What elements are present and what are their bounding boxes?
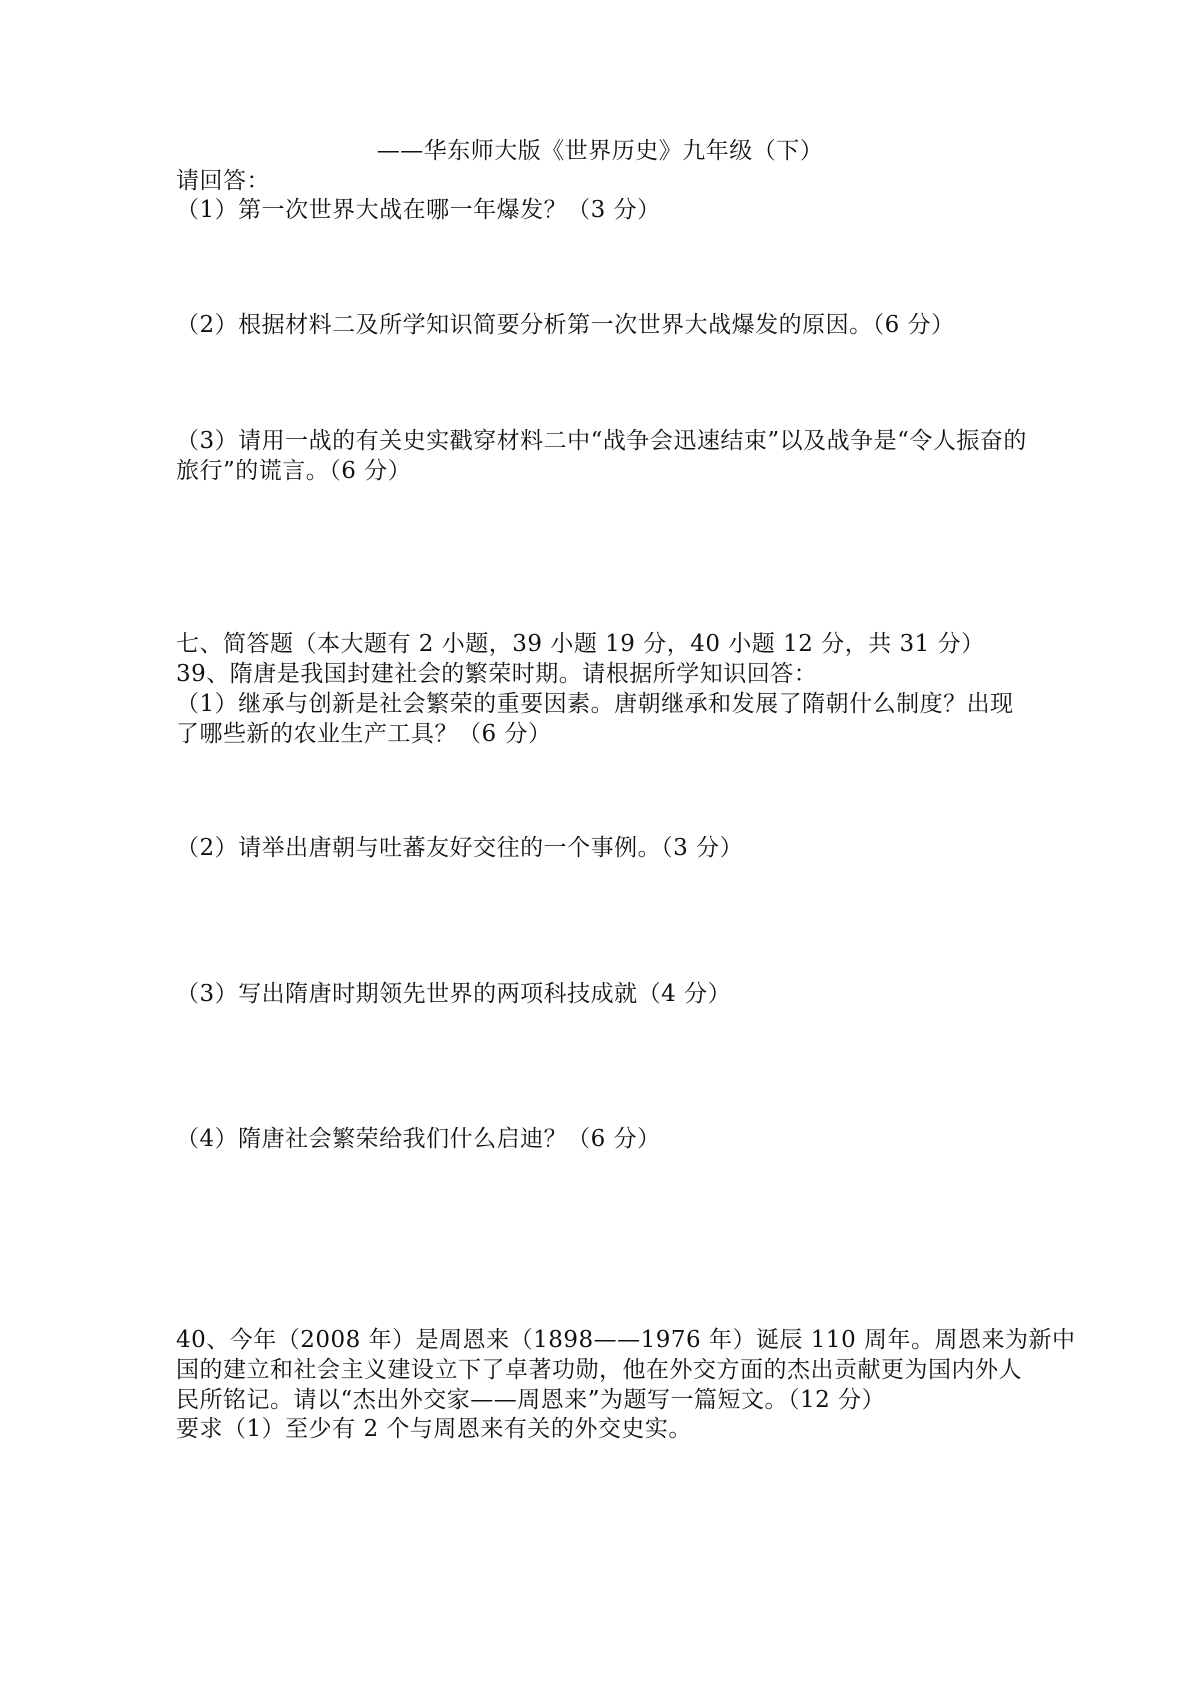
question-3-line-1: （3）请用一战的有关史实戳穿材料二中“战争会迅速结束”以及战争是“令人振奋的 xyxy=(176,428,1027,454)
question-2: （2）根据材料二及所学知识简要分析第一次世界大战爆发的原因。（6 分） xyxy=(176,312,955,338)
page-header: ——华东师大版《世界历史》九年级（下） xyxy=(376,138,824,164)
question-39-part-1-line-1: （1）继承与创新是社会繁荣的重要因素。唐朝继承和发展了隋朝什么制度？出现 xyxy=(176,691,1014,717)
question-39-part-3: （3）写出隋唐时期领先世界的两项科技成就（4 分） xyxy=(176,981,732,1007)
question-39-part-1-line-2: 了哪些新的农业生产工具？（6 分） xyxy=(176,721,552,747)
question-40-line-4: 要求（1）至少有 2 个与周恩来有关的外交史实。 xyxy=(176,1416,692,1442)
section-7-title: 七、简答题（本大题有 2 小题，39 小题 19 分，40 小题 12 分，共 31 分） xyxy=(176,631,985,657)
question-40-line-2: 国的建立和社会主义建设立下了卓著功勋，他在外交方面的杰出贡献更为国内外人 xyxy=(176,1357,1022,1383)
answer-prompt: 请回答： xyxy=(176,168,270,194)
question-39-stem: 39、隋唐是我国封建社会的繁荣时期。请根据所学知识回答： xyxy=(176,661,818,687)
question-39-part-4: （4）隋唐社会繁荣给我们什么启迪？（6 分） xyxy=(176,1126,661,1152)
question-40-line-1: 40、今年（2008 年）是周恩来（1898——1976 年）诞辰 110 周年。周恩来为新中 xyxy=(176,1327,1076,1353)
question-1: （1）第一次世界大战在哪一年爆发？（3 分） xyxy=(176,197,661,223)
question-3-line-2: 旅行”的谎言。（6 分） xyxy=(176,458,412,484)
question-39-part-2: （2）请举出唐朝与吐蕃友好交往的一个事例。（3 分） xyxy=(176,835,744,861)
question-40-line-3: 民所铭记。请以“杰出外交家——周恩来”为题写一篇短文。（12 分） xyxy=(176,1387,886,1413)
